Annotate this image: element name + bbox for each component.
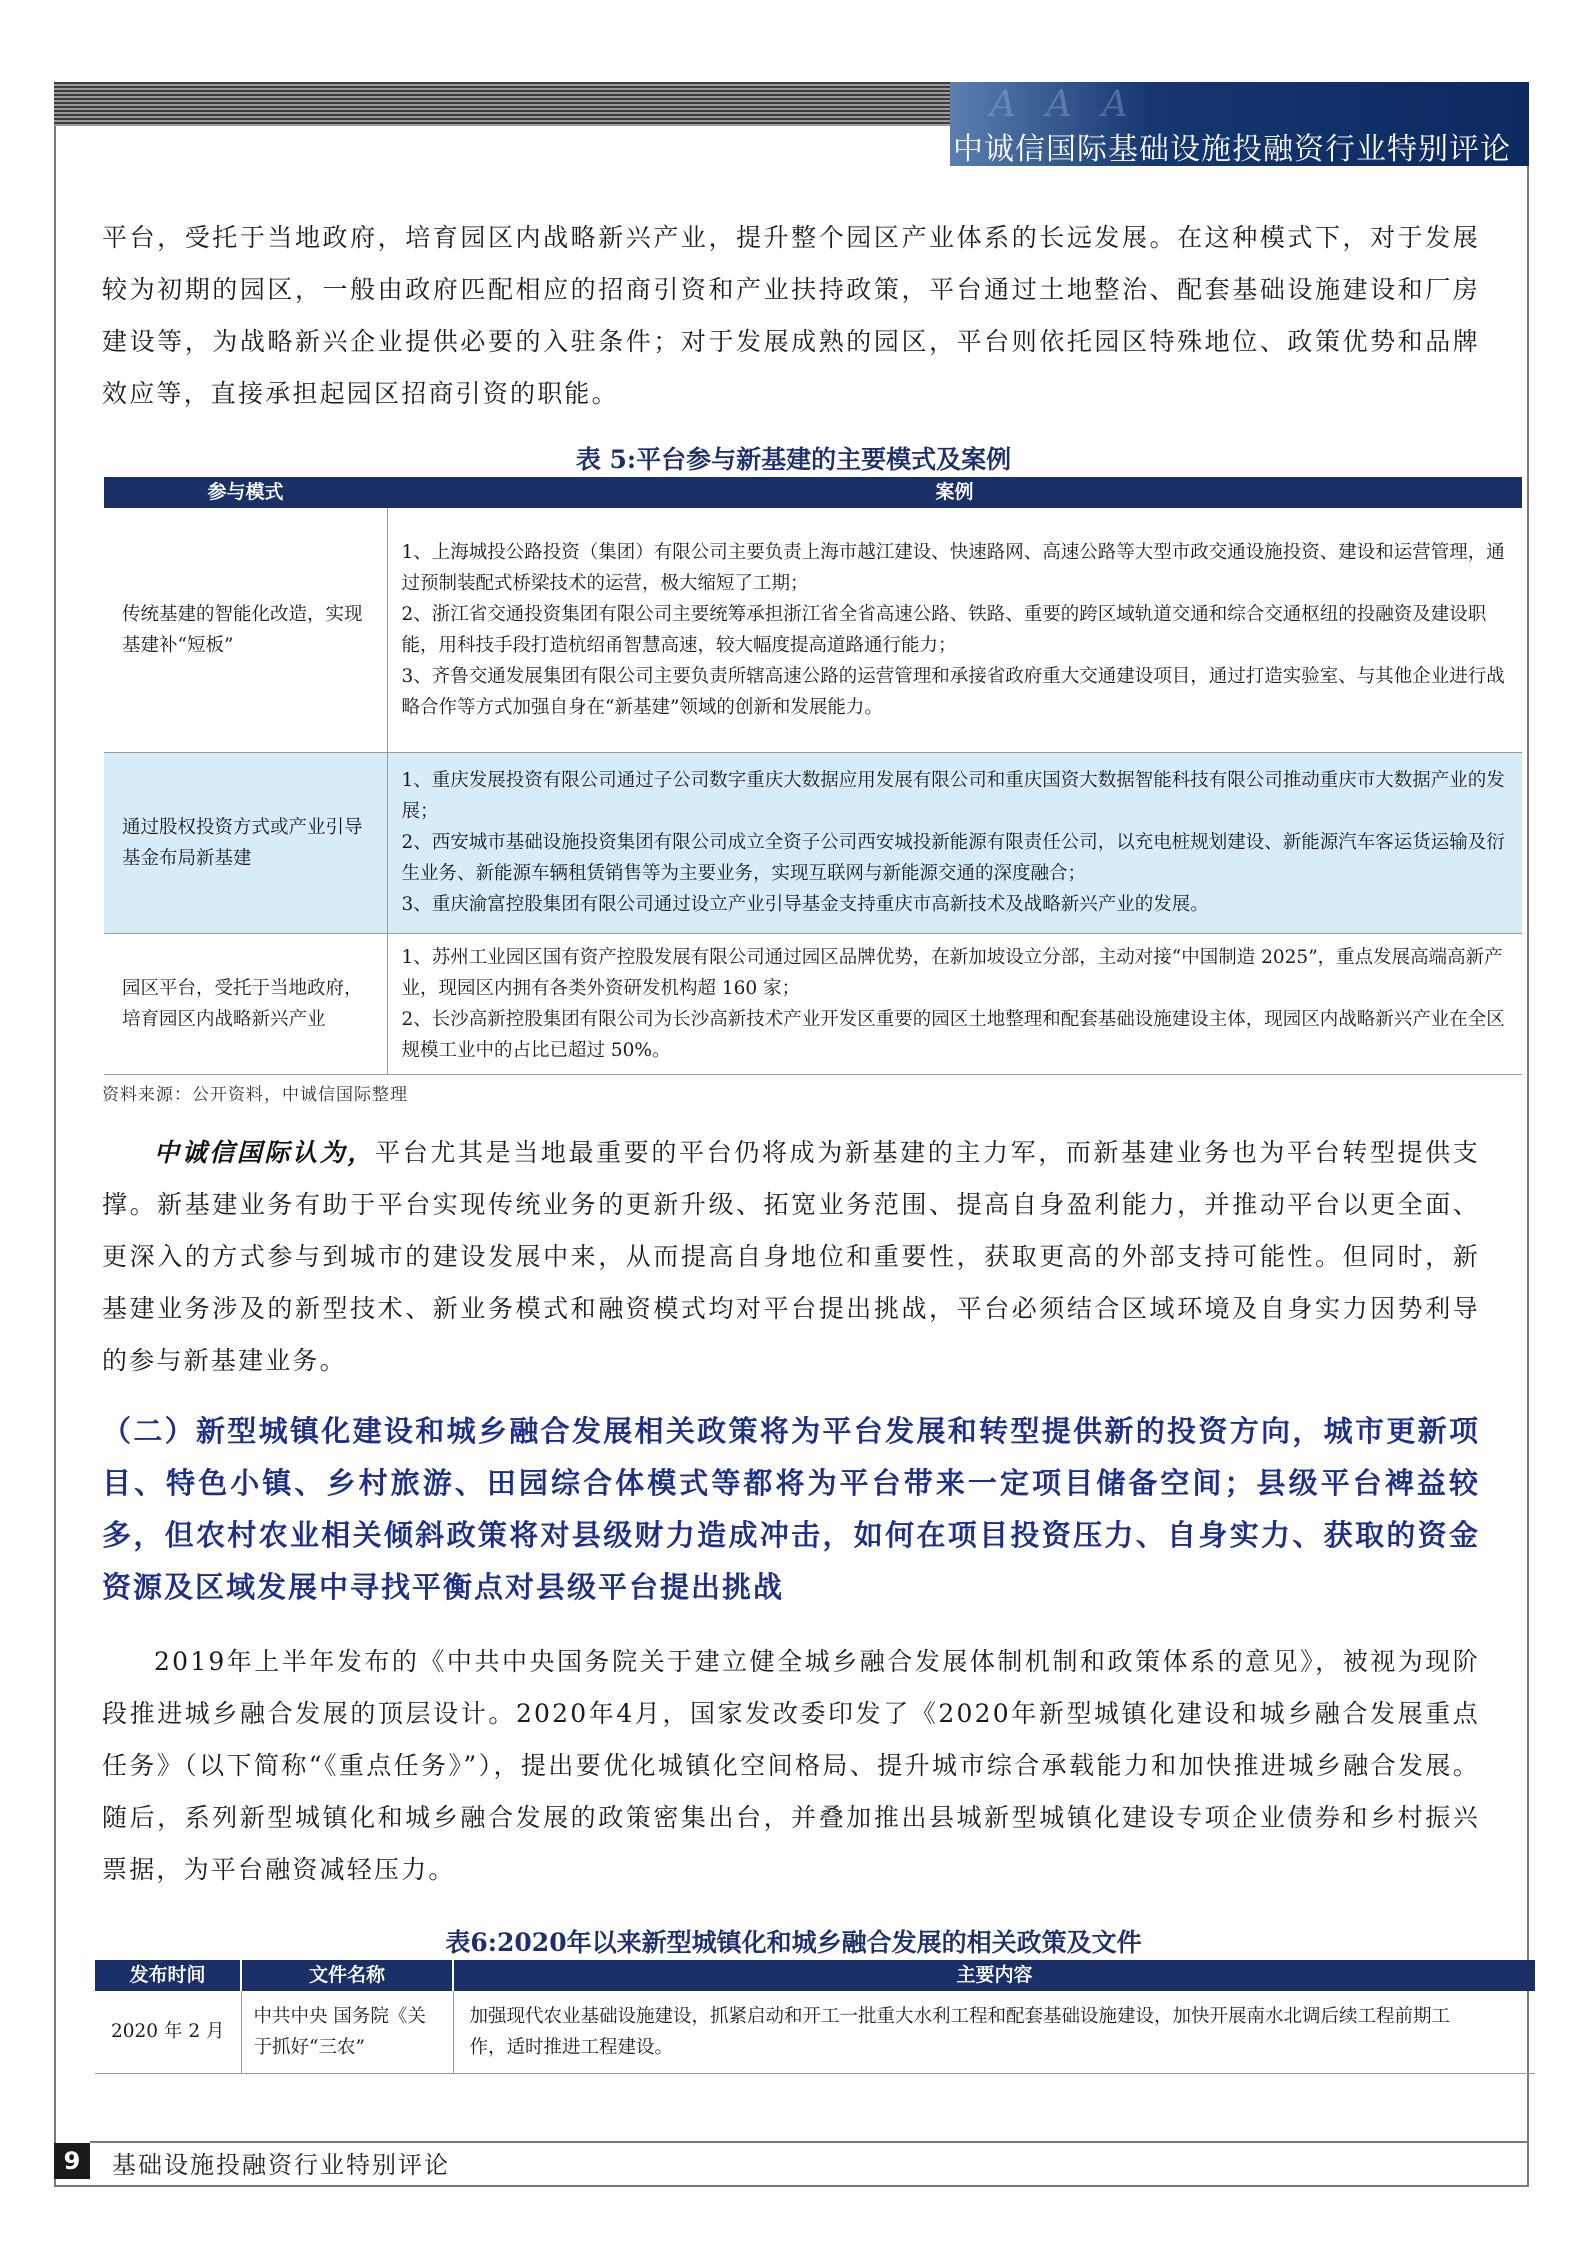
table5-case-cell — [387, 752, 1522, 933]
table5-header-case: 案例 — [387, 477, 1522, 508]
table5-mode-cell: 通过股权投资方式或产业引导基金布局新基建 — [104, 752, 387, 933]
table6-header-date: 发布时间 — [95, 1960, 241, 1991]
case-item: 1、苏州工业园区国有资产控股发展有限公司通过园区品牌优势，在新加坡设立分部，主动对接“中国制造 2025”，重点发展高端高新产业，现园区内拥有各类外资研发机构超 160 家； — [401, 946, 1503, 999]
table6-title: 表6:2020年以来新型城镇化和城乡融合发展的相关政策及文件 — [445, 1928, 1142, 1957]
table5-title: 表 5:平台参与新基建的主要模式及案例 — [575, 445, 1012, 474]
table5-mode-cell: 传统基建的智能化改造，实现基建补“短板” — [104, 508, 387, 752]
table-row — [104, 933, 1522, 1074]
table5-mode-cell: 园区平台，受托于当地政府，培育园区内战略新兴产业 — [104, 933, 387, 1074]
table-row — [104, 508, 1522, 752]
table6-content-cell: 加强现代农业基础设施建设，抓紧启动和开工一批重大水利工程和配套基础设施建设，加快开展南水北调后续工程前期工作，适时推进工程建设。 — [453, 1991, 1535, 2073]
case-item: 3、重庆渝富控股集团有限公司通过设立产业引导基金支持重庆市高新技术及战略新兴产业的发展。 — [401, 894, 1209, 915]
case-item: 3、齐鲁交通发展集团有限公司主要负责所辖高速公路的运营管理和承接省政府重大交通建设项目，通过打造实验室、与其他企业进行战略合作等方式加强自身在“新基建”领域的创新和发展能力。 — [401, 665, 1505, 718]
table5-case-cell — [387, 508, 1522, 752]
header-watermark: AAA — [990, 84, 1158, 125]
table5-header-mode: 参与模式 — [104, 477, 387, 508]
intro-paragraph: 平台，受托于当地政府，培育园区内战略新兴产业，提升整个园区产业体系的长远发展。在这种模式下，对于发展较为初期的园区，一般由政府匹配相应的招商引资和产业扶持政策，平台通过土地整治、配套基础设施建设和厂房建设等，为战略新兴企业提供必要的入驻条件；对于发展成熟的园区，平台则依托园区特殊地位、政策优势和品牌效应等，直接承担起园区招商引资的职能。 — [102, 223, 1480, 408]
footer-title: 基础设施投融资行业特别评论 — [112, 2151, 450, 2179]
section-heading: （二）新型城镇化建设和城乡融合发展相关政策将为平台发展和转型提供新的投资方向，城市更新项目、特色小镇、乡村旅游、田园综合体模式等都将为平台带来一定项目储备空间；县级平台裨益较多，但农村农业相关倾斜政策将对县级财力造成冲击，如何在项目投资压力、自身实力、获取的资金资源及区域发展中寻找平衡点对县级平台提出挑战 — [102, 1414, 1480, 1604]
table6-header-doc: 文件名称 — [241, 1960, 453, 1991]
table5 — [104, 477, 1522, 1075]
table6-header-row — [95, 1960, 1535, 1991]
opinion-text: 平台尤其是当地最重要的平台仍将成为新基建的主力军，而新基建业务也为平台转型提供支撑。新基建业务有助于平台实现传统业务的更新升级、拓宽业务范围、提高自身盈利能力，并推动平台以更全面、更深入的方式参与到城市的建设发展中来，从而提高自身地位和重要性，获取更高的外部支持可能性。但同时，新基建业务涉及的新型技术、新业务模式和融资模式均对平台提出挑战，平台必须结合区域环境及自身实力因势利导的参与新基建业务。 — [102, 1138, 1480, 1375]
case-item: 1、重庆发展投资有限公司通过子公司数字重庆大数据应用发展有限公司和重庆国资大数据智能科技有限公司推动重庆市大数据产业的发展； — [401, 770, 1505, 822]
footer-divider — [90, 2141, 1529, 2143]
page-number: 9 — [54, 2143, 90, 2179]
table6 — [95, 1960, 1535, 2074]
table6-date-cell: 2020 年 2 月 — [95, 1991, 241, 2073]
table5-case-cell — [387, 933, 1522, 1074]
opinion-paragraph — [102, 1127, 1480, 1387]
table-row — [104, 752, 1522, 933]
case-item: 1、上海城投公路投资（集团）有限公司主要负责上海市越江建设、快速路网、高速公路等大型市政交通设施投资、建设和运营管理，通过预制装配式桥梁技术的运营，极大缩短了工期； — [401, 541, 1505, 594]
case-item: 2、西安城市基础设施投资集团有限公司成立全资子公司西安城投新能源有限责任公司，以充电桩规划建设、新能源汽车客运货运输及衍生业务、新能源车辆租赁销售等为主要业务，实现互联网与新能源交通的深度融合； — [401, 832, 1505, 884]
policy-paragraph: 2019年上半年发布的《中共中央国务院关于建立健全城乡融合发展体制机制和政策体系的意见》，被视为现阶段推进城乡融合发展的顶层设计。2020年4月，国家发改委印发了《2020年新型城镇化建设和城乡融合发展重点任务》（以下简称“《重点任务》”），提出要优化城镇化空间格局、提升城市综合承载能力和加快推进城乡融合发展。随后，系列新型城镇化和城乡融合发展的政策密集出台，并叠加推出县城新型城镇化建设专项企业债券和乡村振兴票据，为平台融资减轻压力。 — [102, 1647, 1480, 1884]
header-banner — [950, 82, 1529, 166]
table5-source: 资料来源：公开资料，中诚信国际整理 — [102, 1085, 408, 1105]
opinion-lead: 中诚信国际认为， — [154, 1138, 376, 1167]
table6-doc-cell: 中共中央 国务院《关于抓好“三农” — [241, 1991, 453, 2073]
table-row — [95, 1991, 1535, 2073]
table6-header-content: 主要内容 — [453, 1960, 1535, 1991]
case-item: 2、浙江省交通投资集团有限公司主要统筹承担浙江省全省高速公路、铁路、重要的跨区域轨道交通和综合交通枢纽的投融资及建设职能，用科技手段打造杭绍甬智慧高速，较大幅度提高道路通行能力； — [401, 603, 1487, 656]
table5-header-row — [104, 477, 1522, 508]
header-title: 中诚信国际基础设施投融资行业特别评论 — [953, 132, 1511, 167]
case-item: 2、长沙高新控股集团有限公司为长沙高新技术产业开发区重要的园区土地整理和配套基础设施建设主体，现园区内战略新兴产业在全区规模工业中的占比已超过 50%。 — [401, 1008, 1505, 1061]
